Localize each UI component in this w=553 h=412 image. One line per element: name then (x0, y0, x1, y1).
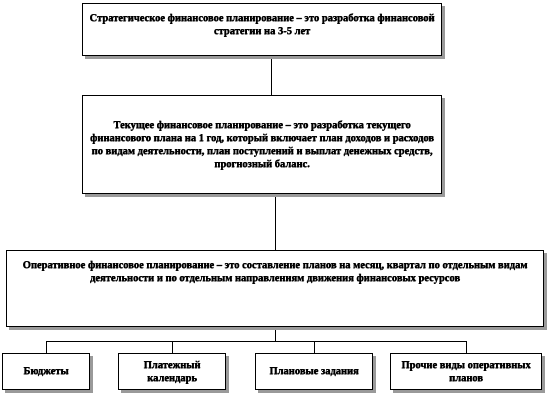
connector-bus-calendar (172, 341, 173, 353)
connector-bus-budgets (46, 341, 47, 353)
planned-tasks-box (255, 353, 373, 390)
other-plans-label: Прочие виды оперативных планов (401, 359, 531, 384)
budgets-box (2, 353, 90, 390)
connector-bus-tasks (314, 341, 315, 353)
connector-bus-other (466, 341, 467, 353)
current-planning-text: Текущее финансовое планирование – это разработка текущего финансового плана на 1 год, который включает план доходов и расходов по видам деятельности, план поступлений и выплат денежных средств, прогнозный баланс. (90, 119, 434, 170)
strategic-planning-text: Стратегическое финансовое планирование – это разработка финансовой стратегии на 3-5 лет (89, 12, 435, 37)
operative-planning-box (6, 250, 544, 327)
connector-operative-bus (275, 327, 276, 341)
current-planning-box (82, 95, 442, 194)
payment-calendar-box (118, 353, 226, 390)
budgets-label: Бюджеты (23, 366, 69, 377)
connector-current-operative (275, 194, 276, 250)
planned-tasks-label: Плановые задания (269, 366, 359, 377)
strategic-planning-box (82, 3, 442, 56)
connector-subplans-bus (46, 341, 466, 342)
other-plans-box (390, 353, 542, 390)
operative-planning-text: Оперативное финансовое планирование – это составление планов на месяц, квартал по отдельным видам деятельности и по отдельным направлениям движения финансовых ресурсов (22, 260, 528, 284)
connector-strategic-current (271, 56, 272, 95)
payment-calendar-label: Платежный календарь (143, 359, 201, 384)
